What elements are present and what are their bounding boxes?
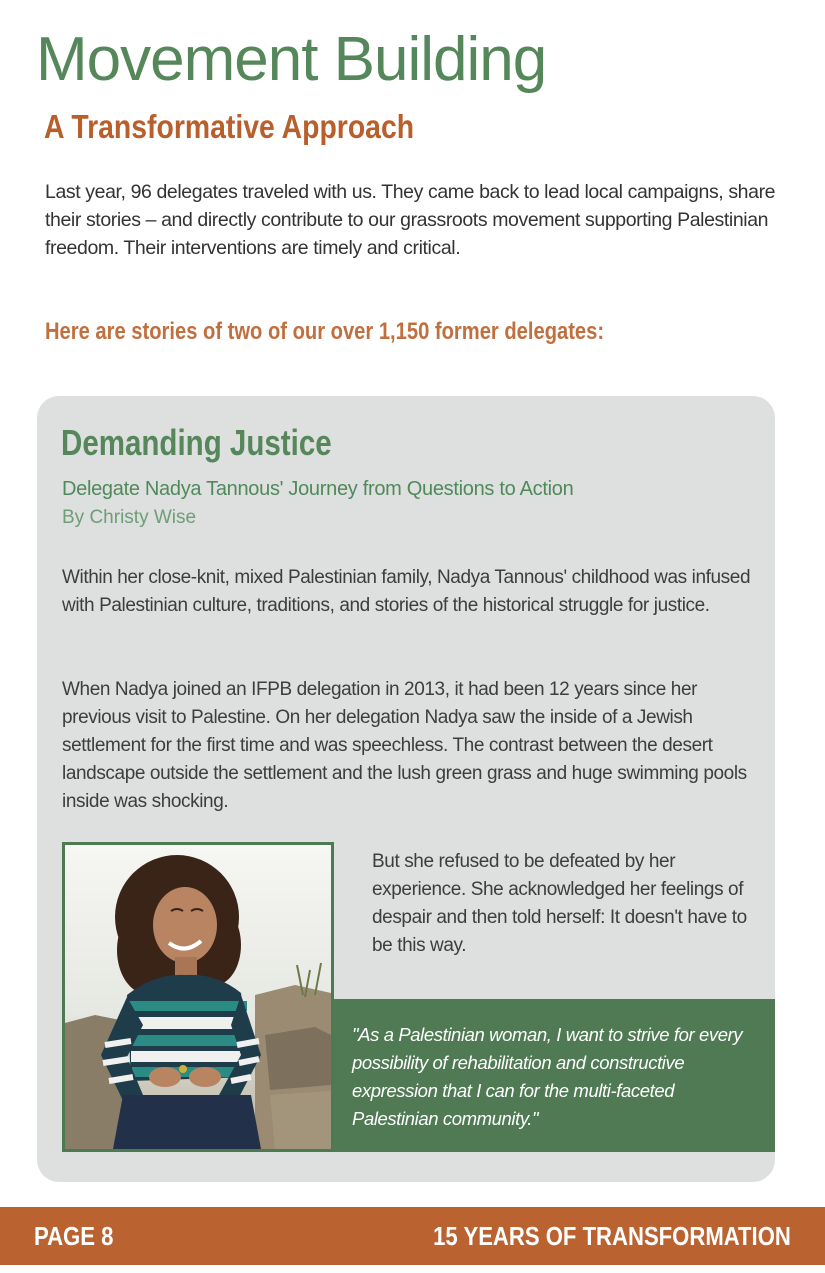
footer-title: 15 YEARS OF TRANSFORMATION	[433, 1221, 791, 1251]
story-box	[37, 396, 775, 1182]
page-footer	[0, 1207, 825, 1265]
intro-paragraph: Last year, 96 delegates traveled with us. They came back to lead local campaigns, share their stories – and directly contribute to our grassroots movement supporting Palestinian freedom. Their interventions are timely and critical.	[45, 181, 776, 259]
pull-quote: "As a Palestinian woman, I want to strive for every possibility of rehabilitation and constructive expression that I can for the multi-faceted Palestinian community."	[352, 1024, 743, 1129]
delegate-photo-illustration	[65, 845, 331, 1149]
story-paragraph-2: When Nadya joined an IFPB delegation in 2013, it had been 12 years since her previous visit to Palestine. On her delegation Nadya saw the inside of a Jewish settlement for the first time and was speechless. The contrast between the desert landscape outside the settlement and the lush green grass and huge swimming pools inside was shocking.	[62, 679, 747, 812]
stories-lead: Here are stories of two of our over 1,150 former delegates:	[45, 318, 605, 345]
page-subtitle: A Transformative Approach	[44, 108, 415, 145]
story-side-text: But she refused to be defeated by her experience. She acknowledged her feelings of despair and then told herself: It doesn't have to be this way.	[372, 851, 747, 956]
page-number: PAGE 8	[34, 1221, 114, 1251]
story-title: Demanding Justice	[61, 422, 332, 463]
story-subtitle: Delegate Nadya Tannous' Journey from Questions to Action	[62, 478, 574, 500]
delegate-photo	[62, 842, 334, 1152]
story-byline: By Christy Wise	[62, 507, 197, 528]
page-title: Movement Building	[36, 25, 547, 94]
quote-box	[334, 999, 775, 1152]
story-paragraph-1: Within her close-knit, mixed Palestinian family, Nadya Tannous' childhood was infused with Palestinian culture, traditions, and stories of the historical struggle for justice.	[62, 567, 751, 616]
